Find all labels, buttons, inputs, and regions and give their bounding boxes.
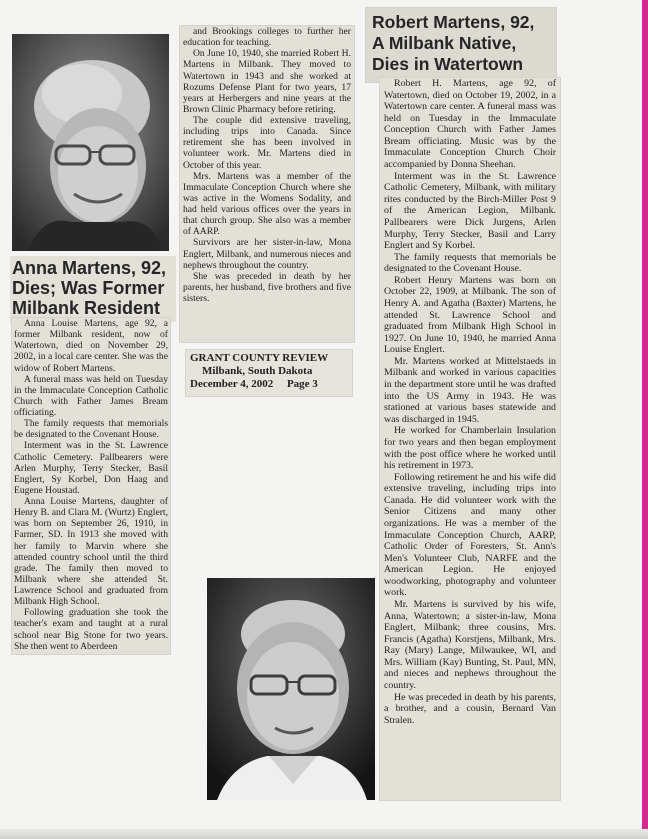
anna-obituary-column-2 xyxy=(180,26,354,342)
anna-col2-paragraph: On June 10, 1940, she married Robert H. Martens in Milbank. They moved to Watertown in 1943 and she worked at Rozums Defense Plant for two years, 17 years at Herbergers and nine years at the Brown Clinic Pharmacy before retiring. xyxy=(183,48,351,115)
scanner-bottom-shadow xyxy=(0,829,648,839)
robert-paragraph: He was preceded in death by his parents, a brother, and a cousin, Bernard Van Stralen. xyxy=(384,691,556,726)
robert-paragraph: Mr. Martens is survived by his wife, Anna, Watertown; a sister-in-law, Mona Englert, Milbank; three cousins, Mrs. Francis (Agatha) Korstjens, Milbank, Mrs. Ray (Mary) Lange, Milwaukee, WI, and Mrs. William (Kay) Bunting, St. Paul, MN, and nieces and nephews throughout the country. xyxy=(384,599,556,692)
robert-martens-photo xyxy=(207,578,375,800)
robert-headline-line-1: Robert Martens, 92, xyxy=(372,12,535,32)
robert-paragraph: Interment was in the St. Lawrence Catholic Cemetery, Milbank, with military rites conducted by the Birch-Miller Post 9 of the American Legion, Milbank. Pallbearers were Dick Jurgens, Arlen Murphy, Terry Stecker, Basil and Larry Englert and Sy Korbel. xyxy=(384,170,556,252)
robert-headline-line-3: Dies in Watertown xyxy=(372,54,524,74)
robert-paragraph: Robert Henry Martens was born on October 22, 1909, at Milbank. The son of Henry A. and Agatha (Baxter) Martens, he attended St. Lawrence School and graduated from Milbank High School in 1927. On June 10, 1940, he married Anna Louise Englert. xyxy=(384,274,556,356)
anna-col1-paragraph: The family requests that memorials be designated to the Covenant House. xyxy=(14,418,168,441)
source-date-page: December 4, 2002 Page 3 xyxy=(190,378,318,391)
robert-paragraph: The family requests that memorials be designated to the Covenant House. xyxy=(384,251,556,275)
anna-col2-paragraph: and Brookings colleges to further her education for teaching. xyxy=(183,26,351,49)
anna-col2-paragraph: She was preceded in death by her parents, her husband, five brothers and five sisters. xyxy=(183,270,351,304)
robert-obituary-body xyxy=(380,78,560,800)
robert-paragraph: Mr. Martens worked at Mittelstaeds in Milbank and worked in various capacities in the department store until he was drafted into the US Army in 1943. He was stationed at various bases statewide and was discharged in 1945. xyxy=(384,355,556,425)
anna-col1-paragraph: A funeral mass was held on Tuesday in the Immaculate Conception Catholic Church with Father James Bream officiating. xyxy=(14,373,168,418)
anna-col1-paragraph: Following graduation she took the teacher's exam and taught at a rural school near Big Stone for two years. She then went to Aberdeen xyxy=(14,607,168,652)
anna-col2-paragraph: Mrs. Martens was a member of the Immaculate Conception Church where she was active in the Womens Sodality, and had held various offices over the years in that church group. She also was a member of AARP. xyxy=(183,170,351,238)
anna-col2-paragraph: The couple did extensive traveling, including trips into Canada. Since retirement she has been involved in volunteer work. Mr. Martens died in October of this year. xyxy=(183,115,351,171)
anna-col2-paragraph: Survivors are her sister-in-law, Mona Englert, Milbank, and numerous nieces and nephews throughout the country. xyxy=(183,237,351,271)
anna-col1-paragraph: Anna Louise Martens, age 92, a former Milbank resident, now of Watertown, died on November 29, 2002, in a local care center. She was the widow of Robert Martens. xyxy=(14,318,168,374)
robert-paragraph: Following retirement he and his wife did extensive traveling, including trips into Canada. He did volunteer work with the Senior Citizens and many other organizations. He was a member of the Immaculate Conception Church, AARP, Catholic Order of Foresters, St. Ann's Men's Volunteer Club, NARFE and the American Legion. He enjoyed woodworking, photography and volunteer work. xyxy=(384,471,556,599)
robert-headline-line-2: A Milbank Native, xyxy=(372,33,517,53)
newspaper-source-label xyxy=(186,350,352,396)
robert-headline-box xyxy=(366,8,556,82)
anna-headline: Anna Martens, 92, Dies; Was Former Milbank Resident xyxy=(10,256,176,322)
source-location: Milbank, South Dakota xyxy=(202,365,313,378)
scanner-edge-strip xyxy=(642,0,648,839)
anna-col1-paragraph: Interment was in the St. Lawrence Catholic Cemetery. Pallbearers were Arlen Murphy, Terry Stecker, Basil Englert, Sy Korbel, Don Haag and Eugene Houstad. xyxy=(14,440,168,496)
source-paper-name: GRANT COUNTY REVIEW xyxy=(190,352,329,364)
anna-obituary-column-1 xyxy=(12,318,170,654)
anna-martens-photo xyxy=(12,34,169,251)
anna-col1-paragraph: Anna Louise Martens, daughter of Henry B. and Clara M. (Wurtz) Englert, was born on September 26, 1910, in Farmer, SD. In 1913 she moved with her family to Marvin where she attended country school until the third grade. The family then moved to Milbank where she attended St. Lawrence School and graduated from Milbank High School. xyxy=(14,496,168,608)
robert-paragraph: He worked for Chamberlain Insulation for two years and then began employment with the post office where he worked until his retirement in 1973. xyxy=(384,425,556,472)
robert-paragraph: Robert H. Martens, age 92, of Watertown, died on October 19, 2002, in a Watertown care center. A funeral mass was held on Tuesday in the Immaculate Conception Church with Father James Bream officiating. Music was by the Immaculate Conception Church Choir accompanied by Donna Sheehan. xyxy=(384,78,556,171)
